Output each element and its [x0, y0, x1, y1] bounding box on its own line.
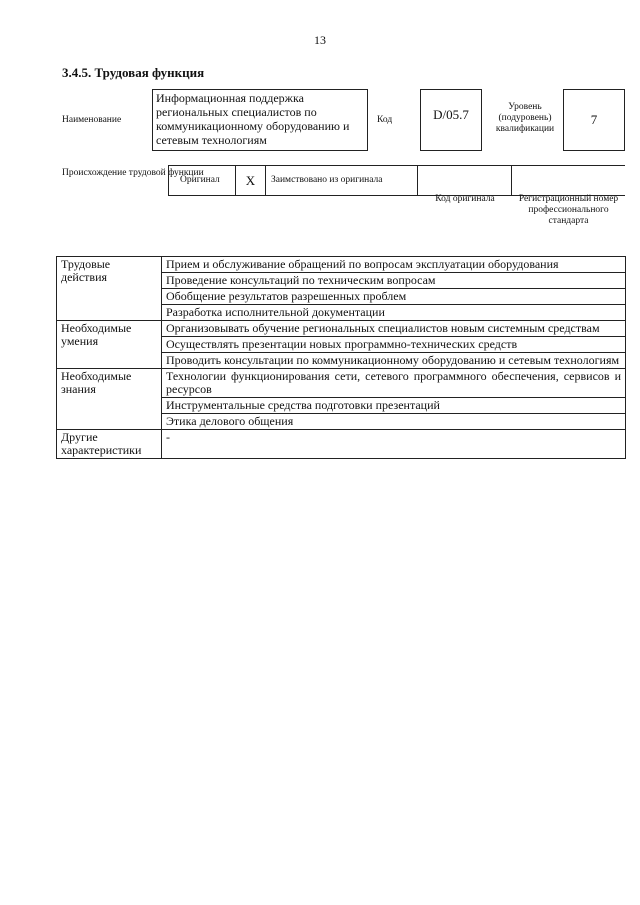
qualification-level-label: Уровень (подуровень) квалификации	[495, 102, 555, 134]
origin-label: Происхождение трудовой функции	[62, 168, 204, 178]
item-cell: Инструментальные средства подготовки презентаций	[162, 398, 626, 414]
category-cell: Трудовые действия	[57, 257, 162, 321]
item-cell: Разработка исполнительной документации	[162, 305, 626, 321]
original-code-cell	[418, 166, 512, 195]
qualification-level-box: 7	[563, 89, 625, 151]
original-code-caption: Код оригинала	[435, 194, 495, 204]
category-cell: Необходимые знания	[57, 369, 162, 430]
item-cell: Обобщение результатов разрешенных проблем	[162, 289, 626, 305]
item-cell: Организовывать обучение региональных специалистов новым системным средствам	[162, 321, 626, 337]
table-row	[57, 257, 626, 273]
origin-original-cell: Оригинал	[168, 166, 236, 195]
code-label: Код	[377, 115, 393, 125]
name-label: Наименование	[62, 115, 122, 125]
section-title: 3.4.5. Трудовая функция	[62, 65, 205, 80]
registration-number-cell	[512, 166, 625, 195]
function-name-box: Информационная поддержка региональных специалистов по коммуникационному оборудованию и сетевым технологиям	[152, 89, 368, 151]
table-row	[57, 321, 626, 337]
item-cell: Этика делового общения	[162, 414, 626, 430]
registration-number-caption: Регистрационный номер профессионального стандарта	[518, 194, 619, 226]
function-code-box: D/05.7	[420, 89, 482, 151]
origin-row	[168, 165, 625, 196]
item-cell: Проведение консультаций по техническим вопросам	[162, 273, 626, 289]
item-cell: Проводить консультации по коммуникационному оборудованию и сетевым технологиям	[162, 353, 626, 369]
item-cell: -	[162, 430, 626, 459]
category-cell: Необходимые умения	[57, 321, 162, 369]
page-number: 13	[314, 33, 326, 47]
category-cell: Другие характеристики	[57, 430, 162, 459]
origin-mark-cell: X	[236, 166, 266, 195]
function-details-table	[56, 256, 626, 459]
item-cell: Технологии функционирования сети, сетевого программного обеспечения, сервисов и ресурсов	[162, 369, 626, 398]
table-row	[57, 430, 626, 459]
origin-borrowed-cell: Заимствовано из оригинала	[266, 166, 418, 195]
table-row	[57, 369, 626, 398]
item-cell: Осуществлять презентации новых программно-технических средств	[162, 337, 626, 353]
item-cell: Прием и обслуживание обращений по вопросам эксплуатации оборудования	[162, 257, 626, 273]
